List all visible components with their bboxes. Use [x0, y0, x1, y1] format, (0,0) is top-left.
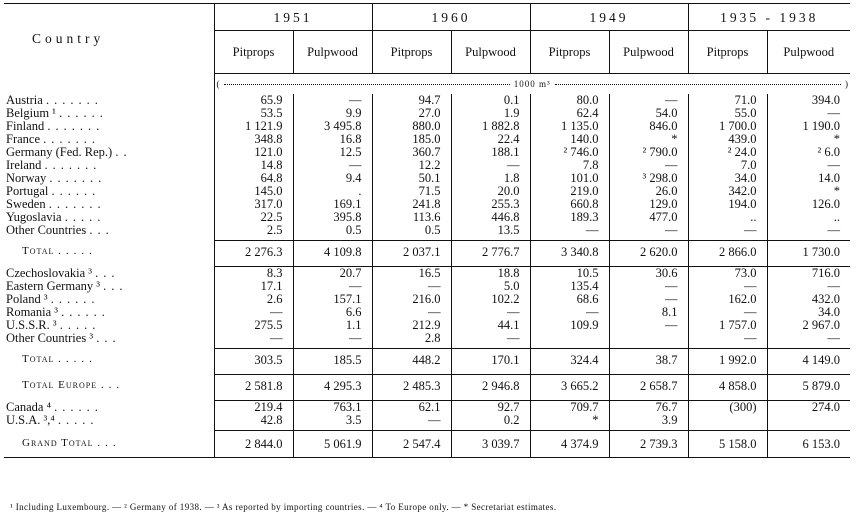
- value-cell: 12.5: [293, 146, 372, 159]
- value-cell: —: [530, 224, 609, 237]
- country-name: Yugoslavia: [6, 211, 62, 224]
- value-cell: 5 879.0: [767, 375, 850, 398]
- value-cell: 170.1: [451, 349, 530, 372]
- value-cell: 2 776.7: [451, 241, 530, 264]
- value-cell: 2 037.1: [372, 241, 451, 264]
- year-header: 1960: [372, 4, 530, 31]
- value-cell: (300): [688, 401, 767, 415]
- value-cell: 3 495.8: [293, 120, 372, 133]
- leader-dots: .....: [58, 245, 97, 258]
- country-label: [4, 211, 214, 224]
- value-cell: —: [214, 306, 293, 319]
- value-cell: 71.5: [372, 185, 451, 198]
- country-name: Canada ⁴: [6, 400, 51, 414]
- value-cell: 157.1: [293, 293, 372, 306]
- value-cell: 2.8: [372, 332, 451, 345]
- subheader-pitprops: Pitprops: [372, 31, 451, 74]
- value-cell: ³ 298.0: [609, 172, 688, 185]
- leader-dots: ......: [50, 293, 100, 306]
- value-cell: *: [609, 133, 688, 146]
- value-cell: 126.0: [767, 198, 850, 211]
- value-cell: —: [372, 280, 451, 293]
- value-cell: —: [293, 332, 372, 345]
- value-cell: —: [451, 159, 530, 172]
- value-cell: —: [609, 94, 688, 107]
- year-header: 1951: [214, 4, 372, 31]
- value-cell: 342.0: [688, 185, 767, 198]
- value-cell: 241.8: [372, 198, 451, 211]
- value-cell: —: [767, 280, 850, 293]
- value-cell: 2 844.0: [214, 431, 293, 458]
- value-cell: 2 276.3: [214, 241, 293, 264]
- value-cell: ..: [767, 211, 850, 224]
- value-cell: 80.0: [530, 94, 609, 107]
- leader-dots: .....: [59, 319, 101, 332]
- value-cell: 846.0: [609, 120, 688, 133]
- value-cell: —: [293, 94, 372, 107]
- value-cell: 395.8: [293, 211, 372, 224]
- leader-dots: .......: [43, 133, 101, 146]
- subheader-pitprops: Pitprops: [530, 31, 609, 74]
- value-cell: 30.6: [609, 267, 688, 281]
- country-label: [4, 133, 214, 146]
- value-cell: [609, 332, 688, 345]
- country-label: [4, 267, 214, 281]
- value-cell: —: [609, 319, 688, 332]
- unit-dots-left: [224, 84, 510, 85]
- country-label: [4, 401, 214, 415]
- value-cell: 0.5: [293, 224, 372, 237]
- value-cell: 275.5: [214, 319, 293, 332]
- leader-dots: ...: [95, 266, 120, 280]
- value-cell: 4 149.0: [767, 349, 850, 372]
- value-cell: 4 295.3: [293, 375, 372, 398]
- country-label: [4, 107, 214, 120]
- value-cell: 9.4: [293, 172, 372, 185]
- leader-dots: ...: [96, 332, 121, 345]
- table-row: [4, 401, 850, 415]
- country-label: [4, 280, 214, 293]
- country-name: U.S.S.R. ³: [6, 319, 57, 332]
- total-europe-row: [4, 375, 850, 398]
- value-cell: 439.0: [688, 133, 767, 146]
- table-row: [4, 107, 850, 120]
- value-cell: [767, 414, 850, 427]
- leader-dots: .....: [58, 353, 97, 366]
- value-cell: 5 158.0: [688, 431, 767, 458]
- value-cell: 394.0: [767, 94, 850, 107]
- value-cell: 2.6: [214, 293, 293, 306]
- value-cell: —: [688, 280, 767, 293]
- value-cell: 34.0: [688, 172, 767, 185]
- value-cell: 432.0: [767, 293, 850, 306]
- year-header: 1949: [530, 4, 688, 31]
- subheader-pulpwood: Pulpwood: [767, 31, 850, 74]
- country-label: [4, 120, 214, 133]
- leader-dots: ...: [89, 224, 114, 237]
- value-cell: 62.1: [372, 401, 451, 415]
- value-cell: 2 946.8: [451, 375, 530, 398]
- value-cell: 5 061.9: [293, 431, 372, 458]
- value-cell: —: [609, 159, 688, 172]
- country-name: Total Europe: [22, 379, 98, 392]
- value-cell: 1 757.0: [688, 319, 767, 332]
- unit-paren-close: ): [845, 78, 849, 89]
- value-cell: 1 700.0: [688, 120, 767, 133]
- value-cell: 62.4: [530, 107, 609, 120]
- value-cell: 26.0: [609, 185, 688, 198]
- country-label: [4, 431, 214, 458]
- table-row: [4, 133, 850, 146]
- country-label: [4, 293, 214, 306]
- subheader-pulpwood: Pulpwood: [293, 31, 372, 74]
- subheader-pitprops: Pitprops: [214, 31, 293, 74]
- leader-dots: ......: [61, 306, 110, 319]
- value-cell: ..: [688, 211, 767, 224]
- trade-table: [4, 4, 850, 458]
- country-label: [4, 306, 214, 319]
- value-cell: 274.0: [767, 401, 850, 415]
- value-cell: 0.5: [372, 224, 451, 237]
- value-cell: 4 858.0: [688, 375, 767, 398]
- value-cell: 185.5: [293, 349, 372, 372]
- value-cell: 7.8: [530, 159, 609, 172]
- value-cell: 8.1: [609, 306, 688, 319]
- value-cell: 709.7: [530, 401, 609, 415]
- subheader-pulpwood: Pulpwood: [609, 31, 688, 74]
- value-cell: —: [530, 306, 609, 319]
- value-cell: 5.0: [451, 280, 530, 293]
- value-cell: 303.5: [214, 349, 293, 372]
- value-cell: 9.9: [293, 107, 372, 120]
- value-cell: 360.7: [372, 146, 451, 159]
- value-cell: .: [293, 185, 372, 198]
- value-cell: 6.6: [293, 306, 372, 319]
- value-cell: 169.1: [293, 198, 372, 211]
- country-name: Grand Total: [22, 437, 94, 450]
- leader-dots: ..: [115, 146, 132, 159]
- value-cell: 477.0: [609, 211, 688, 224]
- value-cell: 12.2: [372, 159, 451, 172]
- value-cell: 113.6: [372, 211, 451, 224]
- value-cell: 16.5: [372, 267, 451, 281]
- country-name: Germany (Fed. Rep.): [6, 146, 113, 159]
- country-name: Ireland: [6, 159, 42, 172]
- value-cell: 1.1: [293, 319, 372, 332]
- value-cell: 135.4: [530, 280, 609, 293]
- table-row: [4, 306, 850, 319]
- subheader-pitprops: Pitprops: [688, 31, 767, 74]
- value-cell: 20.0: [451, 185, 530, 198]
- value-cell: *: [530, 414, 609, 427]
- value-cell: 4 374.9: [530, 431, 609, 458]
- value-cell: —: [451, 332, 530, 345]
- country-label: [4, 349, 214, 372]
- country-name: Other Countries: [6, 224, 87, 237]
- leader-dots: .....: [64, 211, 106, 224]
- country-label: [4, 332, 214, 345]
- country-label: [4, 159, 214, 172]
- value-cell: 3 665.2: [530, 375, 609, 398]
- country-label: [4, 414, 214, 427]
- unit-label: 1000 m³: [513, 78, 551, 89]
- value-cell: 3.5: [293, 414, 372, 427]
- table-row: [4, 185, 850, 198]
- value-cell: 20.7: [293, 267, 372, 281]
- value-cell: 2 581.8: [214, 375, 293, 398]
- value-cell: 0.1: [451, 94, 530, 107]
- value-cell: —: [609, 293, 688, 306]
- value-cell: 109.9: [530, 319, 609, 332]
- value-cell: 7.0: [688, 159, 767, 172]
- leader-dots: .......: [48, 198, 106, 211]
- value-cell: 2 739.3: [609, 431, 688, 458]
- value-cell: 324.4: [530, 349, 609, 372]
- value-cell: 1.9: [451, 107, 530, 120]
- country-name: Other Countries ³: [6, 332, 94, 345]
- value-cell: [688, 414, 767, 427]
- leader-dots: ...: [97, 437, 121, 450]
- value-cell: 660.8: [530, 198, 609, 211]
- value-cell: 55.0: [688, 107, 767, 120]
- value-cell: 189.3: [530, 211, 609, 224]
- unit-spacer: [4, 74, 214, 95]
- value-cell: —: [451, 306, 530, 319]
- value-cell: 17.1: [214, 280, 293, 293]
- table-row: [4, 319, 850, 332]
- country-name: Romania ³: [6, 306, 59, 319]
- value-cell: 1 992.0: [688, 349, 767, 372]
- table-row: [4, 159, 850, 172]
- value-cell: ² 6.0: [767, 146, 850, 159]
- value-cell: 1 882.8: [451, 120, 530, 133]
- value-cell: 92.7: [451, 401, 530, 415]
- unit-paren-open: (: [216, 78, 220, 89]
- country-name: Eastern Germany ³: [6, 280, 100, 293]
- value-cell: 22.4: [451, 133, 530, 146]
- leader-dots: ...: [103, 280, 128, 293]
- value-cell: *: [767, 133, 850, 146]
- value-cell: 880.0: [372, 120, 451, 133]
- country-name: Sweden: [6, 198, 46, 211]
- country-name: Austria: [6, 94, 43, 107]
- value-cell: *: [767, 185, 850, 198]
- table-row: [4, 414, 850, 427]
- value-cell: ² 790.0: [609, 146, 688, 159]
- value-cell: 185.0: [372, 133, 451, 146]
- value-cell: —: [767, 224, 850, 237]
- value-cell: —: [688, 306, 767, 319]
- footnote: ¹ Including Luxembourg. — ² Germany of 1938. — ³ As reported by importing countries. — ⁴ To Europe only. — * Secretariat estimates.: [10, 502, 557, 512]
- value-cell: 22.5: [214, 211, 293, 224]
- country-column-header: Country: [32, 31, 105, 47]
- leader-dots: .......: [49, 172, 107, 185]
- value-cell: 763.1: [293, 401, 372, 415]
- value-cell: 44.1: [451, 319, 530, 332]
- value-cell: 34.0: [767, 306, 850, 319]
- value-cell: 10.5: [530, 267, 609, 281]
- table-row: [4, 172, 850, 185]
- value-cell: 129.0: [609, 198, 688, 211]
- value-cell: 3.9: [609, 414, 688, 427]
- value-cell: 2 547.4: [372, 431, 451, 458]
- country-name: Total: [22, 245, 55, 258]
- unit-label-row: [214, 74, 850, 95]
- value-cell: 716.0: [767, 267, 850, 281]
- value-cell: 1 135.0: [530, 120, 609, 133]
- unit-dots-right: [555, 84, 841, 85]
- value-cell: 76.7: [609, 401, 688, 415]
- value-cell: 348.8: [214, 133, 293, 146]
- value-cell: 94.7: [372, 94, 451, 107]
- country-label: [4, 241, 214, 264]
- country-name: Czechoslovakia ³: [6, 266, 93, 280]
- value-cell: ² 24.0: [688, 146, 767, 159]
- value-cell: —: [688, 332, 767, 345]
- subheader-pulpwood: Pulpwood: [451, 31, 530, 74]
- country-name: Norway: [6, 172, 47, 185]
- country-name: Finland: [6, 120, 45, 133]
- table-row: [4, 293, 850, 306]
- leader-dots: ......: [54, 400, 103, 414]
- table-row: [4, 280, 850, 293]
- value-cell: —: [688, 224, 767, 237]
- table-body: [4, 74, 850, 458]
- value-cell: 4 109.8: [293, 241, 372, 264]
- value-cell: 2 658.7: [609, 375, 688, 398]
- leader-dots: ...: [100, 379, 125, 392]
- value-cell: 3 039.7: [451, 431, 530, 458]
- value-cell: 1 121.9: [214, 120, 293, 133]
- value-cell: —: [214, 332, 293, 345]
- country-name: U.S.A. ³,⁴: [6, 414, 55, 427]
- value-cell: 2 967.0: [767, 319, 850, 332]
- value-cell: 145.0: [214, 185, 293, 198]
- country-label: [4, 146, 214, 159]
- value-cell: 8.3: [214, 267, 293, 281]
- value-cell: 27.0: [372, 107, 451, 120]
- leader-dots: ......: [59, 107, 108, 120]
- value-cell: 219.0: [530, 185, 609, 198]
- value-cell: 121.0: [214, 146, 293, 159]
- table-row: [4, 198, 850, 211]
- value-cell: 194.0: [688, 198, 767, 211]
- value-cell: 64.8: [214, 172, 293, 185]
- value-cell: 1.8: [451, 172, 530, 185]
- value-cell: 255.3: [451, 198, 530, 211]
- value-cell: 212.9: [372, 319, 451, 332]
- value-cell: —: [293, 159, 372, 172]
- table-row: [4, 224, 850, 237]
- table-row: [4, 211, 850, 224]
- value-cell: 54.0: [609, 107, 688, 120]
- year-header: 1935 - 1938: [688, 4, 850, 31]
- leader-dots: .......: [45, 94, 103, 107]
- total-row: [4, 241, 850, 264]
- value-cell: [530, 332, 609, 345]
- leader-dots: ......: [51, 185, 101, 198]
- table-row: [4, 146, 850, 159]
- country-label: [4, 198, 214, 211]
- value-cell: 1 730.0: [767, 241, 850, 264]
- value-cell: 446.8: [451, 211, 530, 224]
- table-row: [4, 94, 850, 107]
- value-cell: 2 485.3: [372, 375, 451, 398]
- total-row: [4, 349, 850, 372]
- value-cell: 53.5: [214, 107, 293, 120]
- value-cell: 6 153.0: [767, 431, 850, 458]
- value-cell: 188.1: [451, 146, 530, 159]
- country-name: Belgium ¹: [6, 107, 56, 120]
- value-cell: 18.8: [451, 267, 530, 281]
- table-row: [4, 267, 850, 281]
- value-cell: 448.2: [372, 349, 451, 372]
- value-cell: 71.0: [688, 94, 767, 107]
- leader-dots: .......: [47, 120, 105, 133]
- leader-dots: .....: [57, 414, 99, 427]
- value-cell: —: [609, 280, 688, 293]
- country-label: [4, 94, 214, 107]
- value-cell: 50.1: [372, 172, 451, 185]
- country-name: Poland ³: [6, 293, 48, 306]
- value-cell: —: [372, 414, 451, 427]
- value-cell: 68.6: [530, 293, 609, 306]
- value-cell: 2 866.0: [688, 241, 767, 264]
- table-row: [4, 120, 850, 133]
- value-cell: 1 190.0: [767, 120, 850, 133]
- grand-total-row: [4, 431, 850, 458]
- value-cell: 65.9: [214, 94, 293, 107]
- country-label: [4, 375, 214, 398]
- value-cell: 101.0: [530, 172, 609, 185]
- value-cell: 13.5: [451, 224, 530, 237]
- value-cell: 3 340.8: [530, 241, 609, 264]
- value-cell: 102.2: [451, 293, 530, 306]
- value-cell: 317.0: [214, 198, 293, 211]
- value-cell: 42.8: [214, 414, 293, 427]
- value-cell: 140.0: [530, 133, 609, 146]
- value-cell: 216.0: [372, 293, 451, 306]
- value-cell: 219.4: [214, 401, 293, 415]
- value-cell: ² 746.0: [530, 146, 609, 159]
- value-cell: 2 620.0: [609, 241, 688, 264]
- country-label: [4, 224, 214, 237]
- country-label: [4, 172, 214, 185]
- value-cell: 14.0: [767, 172, 850, 185]
- value-cell: —: [767, 107, 850, 120]
- value-cell: —: [609, 224, 688, 237]
- country-label: [4, 185, 214, 198]
- country-name: France: [6, 133, 41, 146]
- country-label: [4, 319, 214, 332]
- value-cell: 2.5: [214, 224, 293, 237]
- value-cell: 162.0: [688, 293, 767, 306]
- value-cell: —: [767, 332, 850, 345]
- value-cell: 38.7: [609, 349, 688, 372]
- value-cell: —: [767, 159, 850, 172]
- value-cell: 73.0: [688, 267, 767, 281]
- value-cell: —: [372, 306, 451, 319]
- value-cell: 14.8: [214, 159, 293, 172]
- value-cell: 0.2: [451, 414, 530, 427]
- country-name: Portugal: [6, 185, 49, 198]
- value-cell: 16.8: [293, 133, 372, 146]
- value-cell: —: [293, 280, 372, 293]
- country-name: Total: [22, 353, 55, 366]
- leader-dots: .......: [44, 159, 102, 172]
- table-row: [4, 332, 850, 345]
